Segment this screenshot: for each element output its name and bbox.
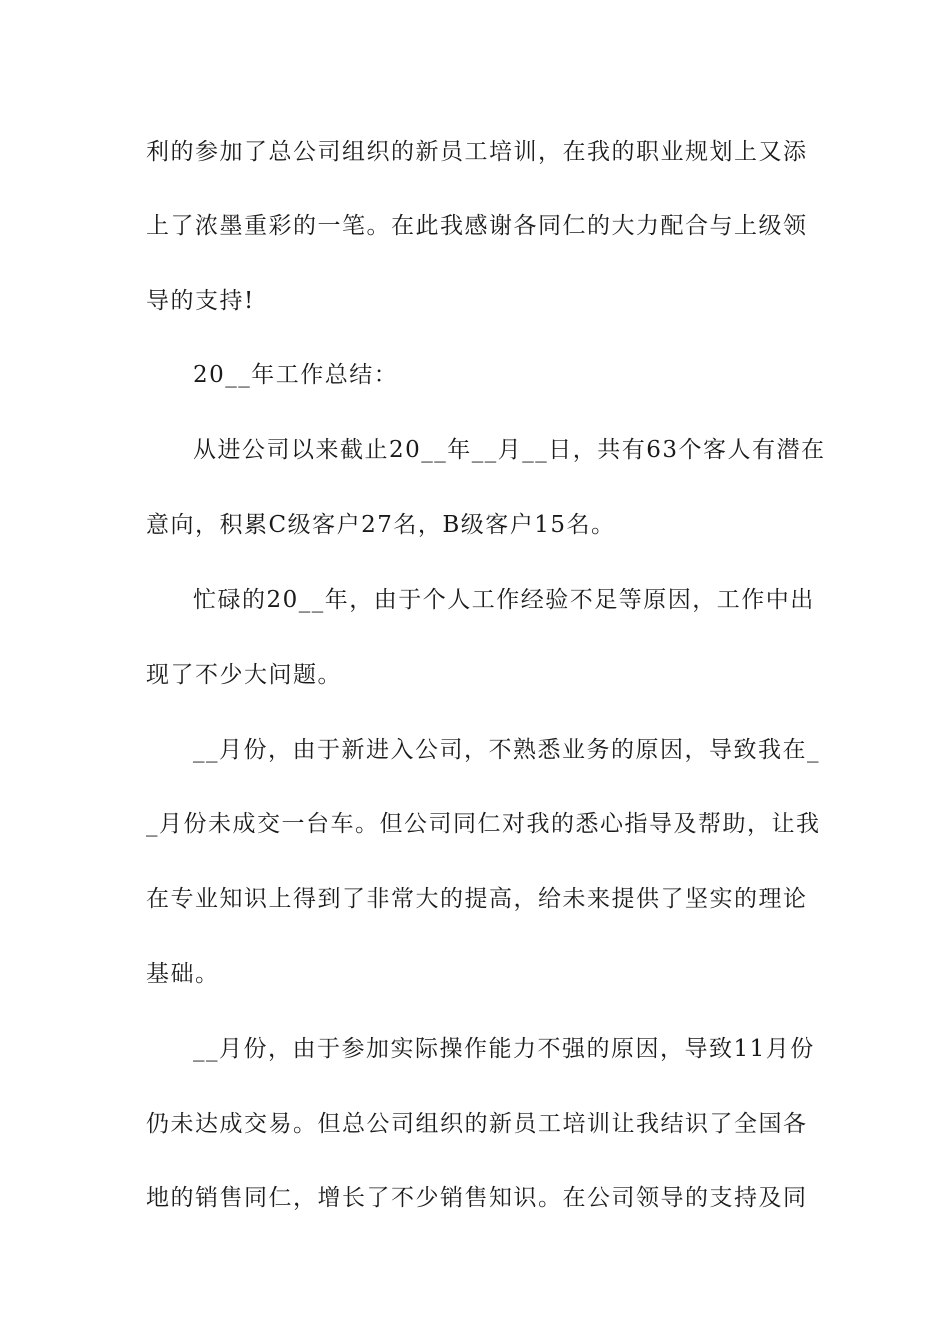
text-line: 利的参加了总公司组织的新员工培训，在我的职业规划上又添: [146, 139, 808, 165]
text-line: 基础。: [146, 961, 220, 987]
text-line: 忙碌的20__年，由于个人工作经验不足等原因，工作中出: [193, 587, 815, 613]
text-line: _月份未成交一台车。但公司同仁对我的悉心指导及帮助，让我: [146, 811, 821, 837]
text-line: 仍未达成交易。但总公司组织的新员工培训让我结识了全国各: [146, 1111, 808, 1137]
text-line: 在专业知识上得到了非常大的提高，给未来提供了坚实的理论: [146, 886, 808, 912]
text-line: 从进公司以来截止20__年__月__日，共有63个客人有潜在: [193, 437, 826, 463]
text-line: 导的支持!: [146, 288, 255, 314]
text-line: 现了不少大问题。: [146, 662, 342, 688]
text-line: 上了浓墨重彩的一笔。在此我感谢各同仁的大力配合与上级领: [146, 213, 808, 239]
text-line: 地的销售同仁，增长了不少销售知识。在公司领导的支持及同: [146, 1185, 808, 1211]
text-line: __月份，由于新进入公司，不熟悉业务的原因，导致我在_: [193, 737, 820, 763]
section-heading: 20__年工作总结：: [193, 362, 399, 388]
text-line: 意向，积累C级客户27名，B级客户15名。: [146, 512, 616, 538]
text-line: __月份，由于参加实际操作能力不强的原因，导致11月份: [193, 1036, 815, 1062]
